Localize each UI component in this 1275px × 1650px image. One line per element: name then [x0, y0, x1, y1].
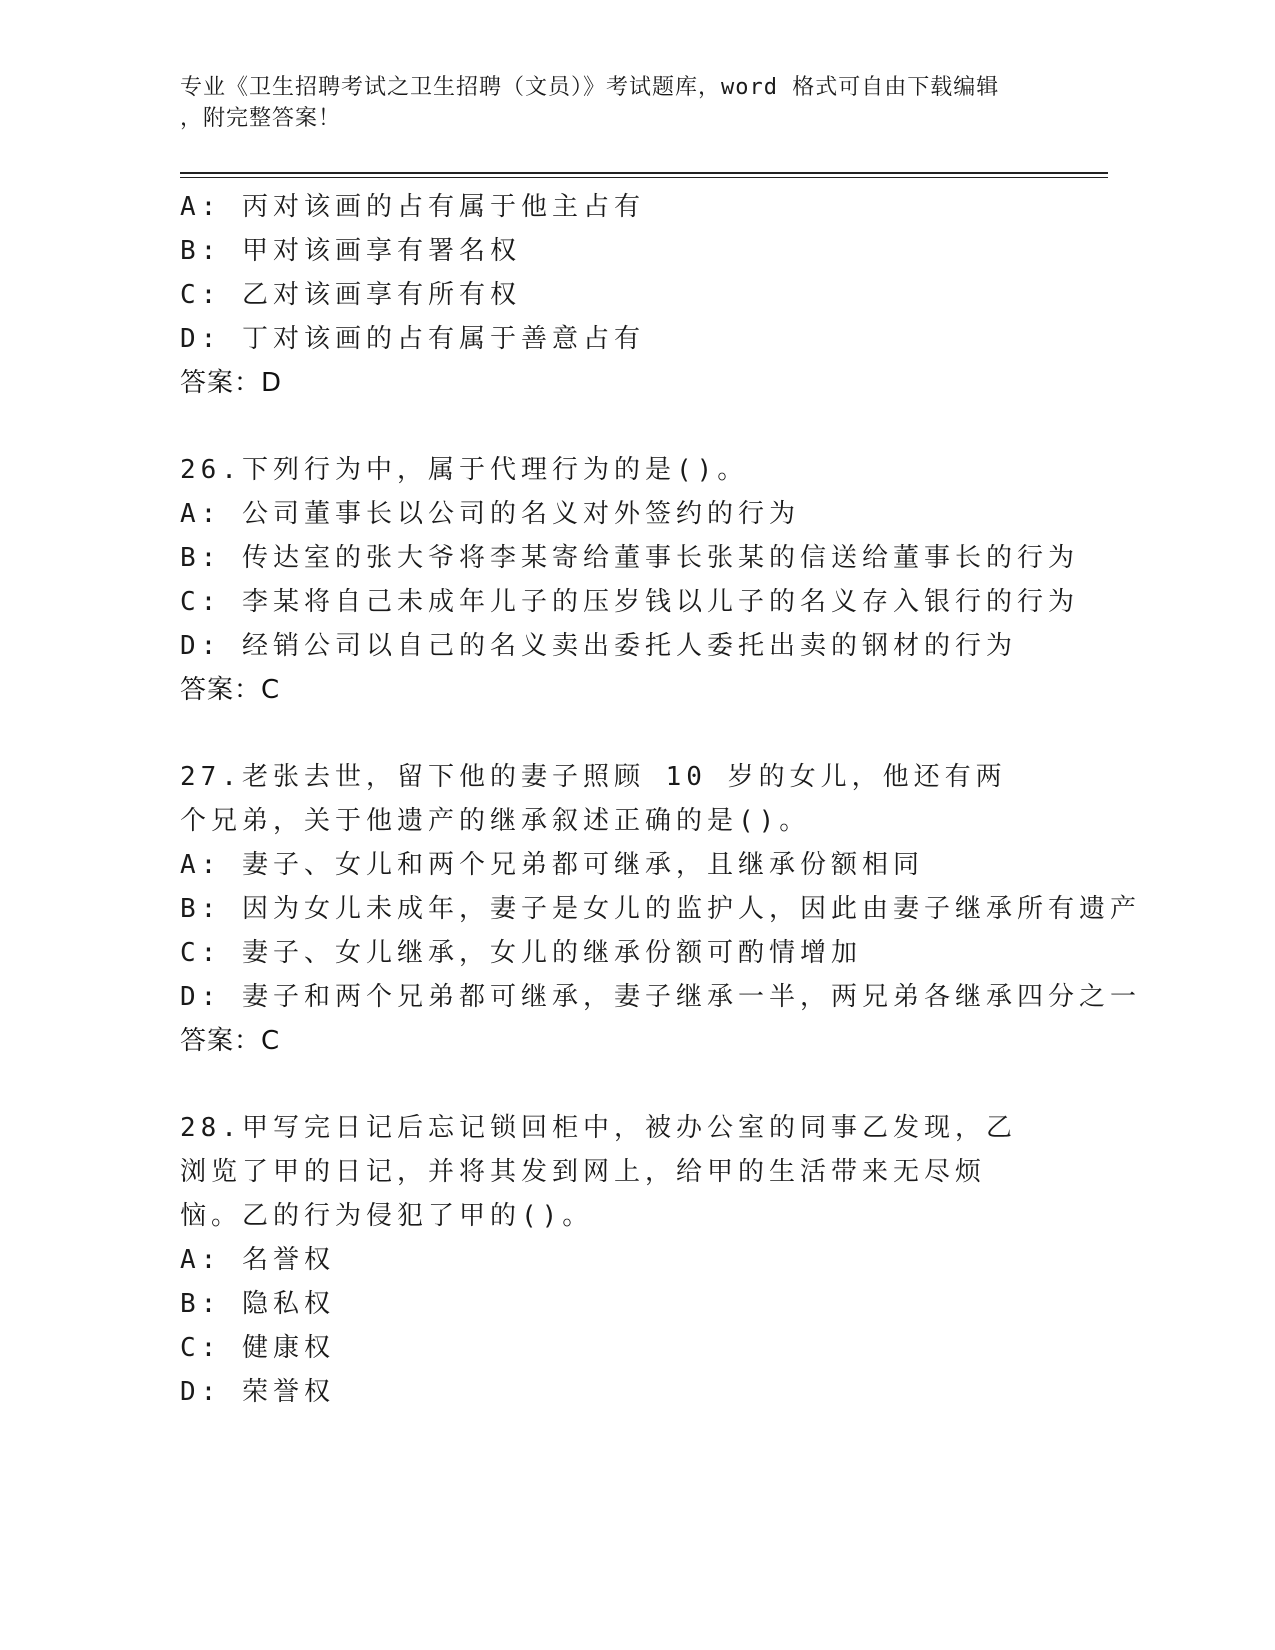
spacer: [180, 1063, 1060, 1106]
header-divider-thick: [180, 172, 1108, 174]
option-a: A: 公司董事长以公司的名义对外签约的行为: [180, 499, 800, 529]
option-a: A: 名誉权: [180, 1245, 335, 1275]
question-list: [180, 185, 1141, 1414]
question-26-block: [180, 448, 1079, 712]
header-divider-thin: [180, 177, 1108, 178]
option-a: A: 丙对该画的占有属于他主占有: [180, 192, 645, 222]
answer-label: 答案：C: [180, 1026, 281, 1056]
spacer: [180, 712, 1060, 755]
option-b: B: 甲对该画享有署名权: [180, 236, 521, 266]
option-b: B: 隐私权: [180, 1289, 335, 1319]
answer-label: 答案：D: [180, 368, 283, 398]
option-d: D: 妻子和两个兄弟都可继承，妻子继承一半，两兄弟各继承四分之一: [180, 982, 1141, 1012]
option-b: B: 因为女儿未成年，妻子是女儿的监护人，因此由妻子继承所有遗产: [180, 894, 1141, 924]
option-d: D: 荣誉权: [180, 1377, 335, 1407]
option-c: C: 健康权: [180, 1333, 335, 1363]
answer-label: 答案：C: [180, 675, 281, 705]
question-text: 28.甲写完日记后忘记锁回柜中，被办公室的同事乙发现，乙浏览了甲的日记，并将其发到网上，给甲的生活带来无尽烦恼。乙的行为侵犯了甲的()。: [180, 1113, 1017, 1231]
question-text: 26.下列行为中，属于代理行为的是()。: [180, 455, 749, 485]
option-c: C: 乙对该画享有所有权: [180, 280, 521, 310]
option-c: C: 李某将自己未成年儿子的压岁钱以儿子的名义存入银行的行为: [180, 587, 1079, 617]
option-b: B: 传达室的张大爷将李某寄给董事长张某的信送给董事长的行为: [180, 543, 1079, 573]
spacer: [180, 405, 1060, 448]
header-line-1: 专业《卫生招聘考试之卫生招聘（文员）》考试题库，word 格式可自由下载编辑: [180, 75, 1000, 100]
option-a: A: 妻子、女儿和两个兄弟都可继承，且继承份额相同: [180, 850, 924, 880]
option-d: D: 经销公司以自己的名义卖出委托人委托出卖的钢材的行为: [180, 631, 1017, 661]
header-line-2: ，附完整答案！: [180, 106, 342, 131]
question-28-block: [180, 1106, 1060, 1414]
question-27-block: [180, 755, 1141, 1063]
question-text: 27.老张去世，留下他的妻子照顾 10 岁的女儿，他还有两个兄弟，关于他遗产的继承叙述正确的是()。: [180, 762, 1007, 836]
option-c: C: 妻子、女儿继承，女儿的继承份额可酌情增加: [180, 938, 862, 968]
option-d: D: 丁对该画的占有属于善意占有: [180, 324, 645, 354]
question-25-block: [180, 185, 1060, 405]
document-header: [180, 72, 1060, 134]
